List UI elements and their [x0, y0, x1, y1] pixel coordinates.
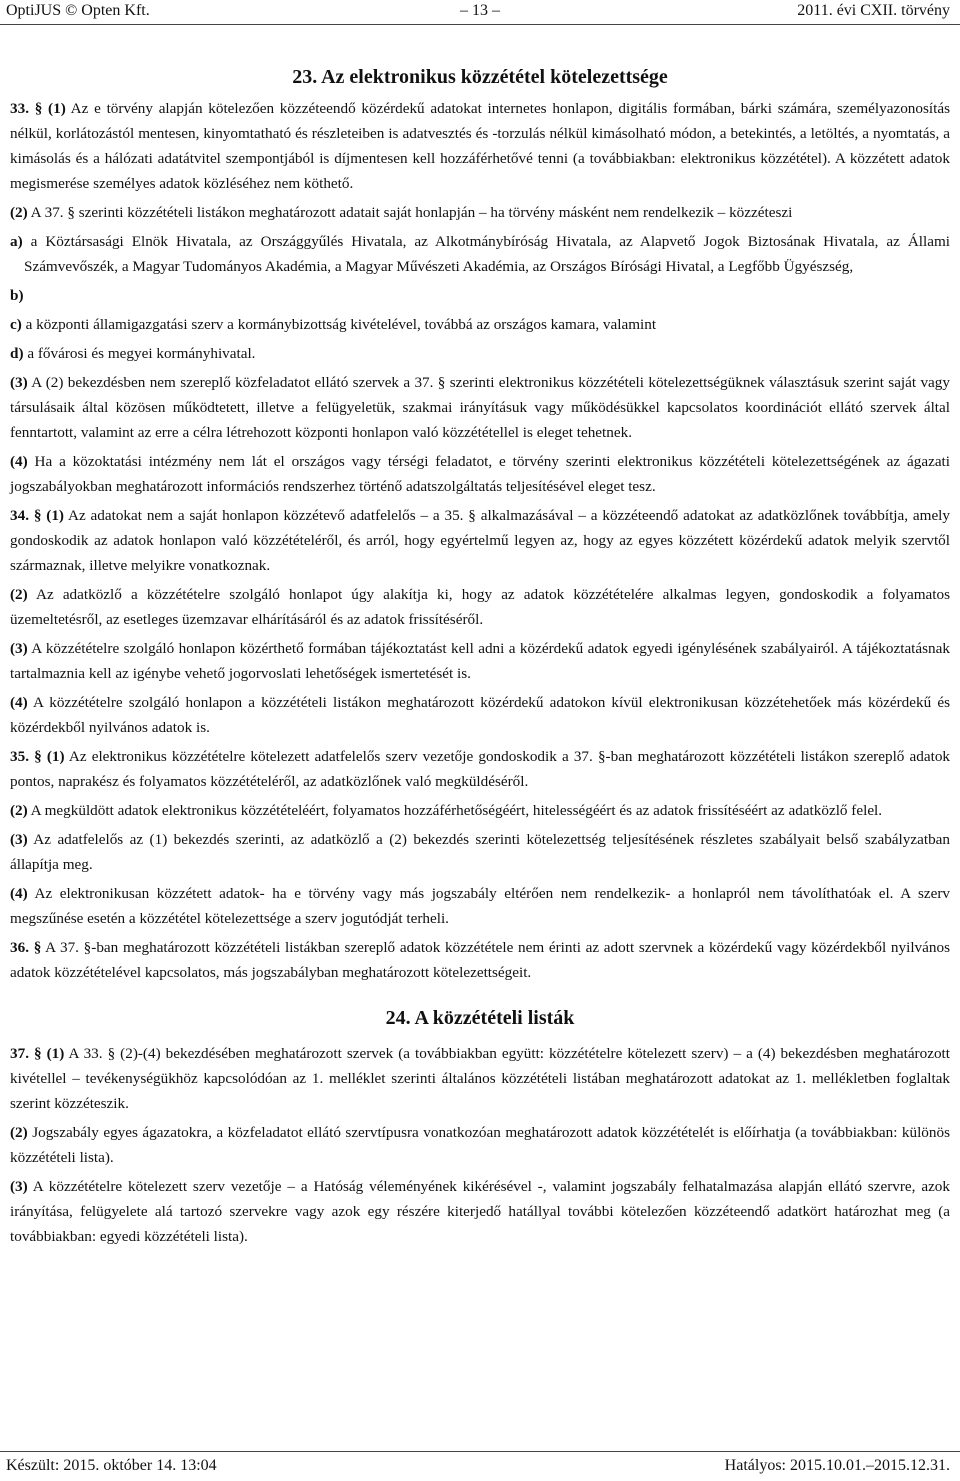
subsection-marker: § [33, 939, 42, 956]
paragraph-text: Az adatközlő a közzétételre szolgáló honlapot úgy alakítja ki, hogy az adatok közzétételére alkalmas legyen, gondoskodik a folyamatos üzemeltetésről, az esetleges üzemzavar elhárításáról és az adatok frissítéséről. [10, 586, 950, 628]
paragraph [10, 503, 950, 578]
paragraph-text: A közzétételre kötelezett szerv vezetője – a Hatóság véleményének kikérésével -, valamint jogszabály felhatalmazása alapján ellátó szervre, azok irányítása, felügyelete alá tartozó szervekre vagy azok egy részére kiterjedő hatállyal további kötelezően közzéteendő adatkört határozhat meg (a továbbiakban: egyedi közzétételi lista). [10, 1178, 950, 1245]
section-number: 37. [10, 1045, 29, 1062]
paragraph [10, 370, 950, 445]
paragraph-text: Jogszabály egyes ágazatokra, a közfeladatot ellátó szervtípusra vonatkozóan meghatározott adatok közzétételét is előírhatja (a továbbiakban: különös közzétételi lista). [10, 1124, 950, 1166]
paragraph [10, 1120, 950, 1170]
section-number: 35. [10, 748, 29, 765]
paragraph-text: Az elektronikusan közzétett adatok- ha e törvény vagy más jogszabály eltérően nem rendelkezik- a honlapról nem távolíthatóak el. A szerv megszűnése esetén a közzététel kötelezettsége a szerv jogutódját terheli. [10, 885, 950, 927]
effective-period: Hatályos: 2015.10.01.–2015.12.31. [724, 1457, 950, 1474]
page-footer [0, 1455, 960, 1481]
paragraph [10, 935, 950, 985]
section-title: 23. Az elektronikus közzététel kötelezettsége [292, 66, 668, 88]
paragraph-text: a központi államigazgatási szerv a kormánybizottság kivételével, továbbá az országos kamara, valamint [21, 316, 657, 333]
list-item [10, 229, 950, 279]
subsection-marker: b) [10, 287, 24, 304]
paragraph [10, 582, 950, 632]
paragraph-text: A közzétételre szolgáló honlapon a közzétételi listákon meghatározott közérdekű adatokon kívül elektronikusan közzétehetőek más közérdekű és közérdekből nyilvános adatok is. [10, 694, 950, 736]
subsection-marker: a) [10, 233, 23, 250]
page-header [0, 0, 960, 26]
list-item [10, 283, 950, 308]
paragraph-text: Az e törvény alapján kötelezően közzéteendő közérdekű adatokat internetes honlapon, digitális formában, bárki számára, személyazonosítás nélkül, korlátozástól mentesen, kinyomtatható és részleteiben is adatvesztés és -torzulás nélkül kimásolható módon, a betekintés, a letöltés, a nyomtatás, a kimásolás és a hálózati adatátvitel szempontjából is díjmentesen kell hozzáférhetővé tenni (a továbbiakban: elektronikus közzététel). A közzétett adatok megismerése személyes adatok közléséhez nem köthető. [10, 100, 950, 192]
section-title: 24. A közzétételi listák [385, 1007, 575, 1029]
paragraph-text: Az adatfelelős az (1) bekezdés szerinti, az adatközlő a (2) bekezdés szerinti kötelezettség teljesítésének részletes szabályait belső szabályzatban állapítja meg. [10, 831, 950, 873]
paragraph [10, 200, 950, 225]
list-item [10, 312, 950, 337]
paragraph [10, 798, 950, 823]
header-rule [0, 24, 960, 25]
subsection-marker: § (1) [34, 100, 66, 117]
subsection-marker: d) [10, 345, 24, 362]
subsection-marker: (3) [10, 640, 28, 657]
paragraph-text: a Köztársasági Elnök Hivatala, az Országgyűlés Hivatala, az Alkotmánybíróság Hivatala, az Alapvető Jogok Biztosának Hivatala, az Állami Számvevőszék, a Magyar Tudományos Akadémia, a Magyar Művészeti Akadémia, az Országos Bírósági Hivatal, a Legfőbb Ügyészség, [22, 233, 950, 275]
subsection-marker: (4) [10, 453, 28, 470]
footer-rule [0, 1451, 960, 1452]
publisher-label: OptiJUS © Opten Kft. [6, 2, 150, 19]
subsection-marker: (2) [10, 802, 28, 819]
paragraph-text: Ha a közoktatási intézmény nem lát el országos vagy térségi feladatot, e törvény szerinti elektronikus közzétételi kötelezettségének az ágazati jogszabályokban meghatározott információs rendszerhez történő adatszolgáltatás teljesítésével eleget tesz. [10, 453, 950, 495]
page-number: – 13 – [460, 2, 500, 19]
subsection-marker: (2) [10, 204, 28, 221]
document-body [10, 64, 950, 1253]
paragraph-text: A közzétételre szolgáló honlapon közérthető formában tájékoztatást kell adni a közérdekű adatok egyedi igénylésének szabályairól. A tájékoztatásnak tartalmaznia kell az igénybe vehető jogorvoslati lehetőségek ismertetését is. [10, 640, 950, 682]
list-item [10, 341, 950, 366]
paragraph-text: A megküldött adatok elektronikus közzétételéért, folyamatos hozzáférhetőségéért, hitelességéért és az adatok frissítéséért az adatközlő felel. [27, 802, 883, 819]
paragraph [10, 744, 950, 794]
paragraph [10, 1041, 950, 1116]
subsection-marker: (3) [10, 1178, 28, 1195]
paragraph [10, 636, 950, 686]
subsection-marker: (4) [10, 885, 28, 902]
created-date: Készült: 2015. október 14. 13:04 [6, 1457, 217, 1474]
subsection-marker: § (1) [34, 748, 65, 765]
paragraph [10, 827, 950, 877]
subsection-marker: (2) [10, 1124, 28, 1141]
section-number: 33. [10, 100, 29, 117]
paragraph-text: Az elektronikus közzétételre kötelezett adatfelelős szerv vezetője gondoskodik a 37. §-ban meghatározott közzétételi listákon szereplő adatok pontos, naprakész és folyamatos közzétételéről, az adatközlőnek való megküldéséről. [10, 748, 951, 790]
subsection-marker: (4) [10, 694, 28, 711]
subsection-marker: § (1) [33, 1045, 65, 1062]
paragraph [10, 881, 950, 931]
paragraph [10, 1174, 950, 1249]
paragraph [10, 690, 950, 740]
subsection-marker: (2) [10, 586, 28, 603]
paragraph-text: a fővárosi és megyei kormányhivatal. [23, 345, 256, 362]
section-number: 34. [10, 507, 29, 524]
paragraph-text: A 37. § szerinti közzétételi listákon meghatározott adatait saját honlapján – ha törvény másként nem rendelkezik – közzéteszi [27, 204, 793, 221]
paragraph [10, 449, 950, 499]
subsection-marker: c) [10, 316, 22, 333]
paragraph-text: A 37. §-ban meghatározott közzétételi listákban szereplő adatok közzététele nem érinti az adott szervnek a közérdekű vagy közérdekből nyilvános adatok közzétételével kapcsolatos, más jogszabályban meghatározott kötelezettségeit. [10, 939, 950, 981]
subsection-marker: § (1) [33, 507, 64, 524]
paragraph-text: A (2) bekezdésben nem szereplő közfeladatot ellátó szervek a 37. § szerinti elektronikus közzétételi kötelezettségüknek választásuk szerint saját vagy társulásaik által közösen működtetett, illetve a felügyeletük, szakmai irányításuk vagy működésükkel kapcsolatos koordinációt ellátó szervek által fenntartott, valamint az erre a célra létrehozott központi honlapon való közzététellel is eleget tehetnek. [10, 374, 950, 441]
paragraph-text: A 33. § (2)-(4) bekezdésében meghatározott szervek (a továbbiakban együtt: közzétételre kötelezett szerv) – a (4) bekezdésben meghatározott kivétellel – tevékenységükhöz kapcsolódóan az 1. melléklet szerinti általános közzétételi listában meghatározott adatokat az 1. mellékletben foglaltak szerint közzéteszik. [10, 1045, 950, 1112]
section-number: 36. [10, 939, 29, 956]
law-title: 2011. évi CXII. törvény [797, 2, 950, 19]
subsection-marker: (3) [10, 831, 28, 848]
paragraph-text: Az adatokat nem a saját honlapon közzétevő adatfelelős – a 35. § alkalmazásával – a közzéteendő adatokat az adatközlőnek továbbítja, amely gondoskodik az adatok honlapon való közzétételéről, és arról, hogy egyértelmű legyen az, hogy az egyes közzétett közérdekű adatok melyik szervtől származnak, illetve melyikre vonatkoznak. [10, 507, 950, 574]
paragraph [10, 96, 950, 196]
subsection-marker: (3) [10, 374, 28, 391]
